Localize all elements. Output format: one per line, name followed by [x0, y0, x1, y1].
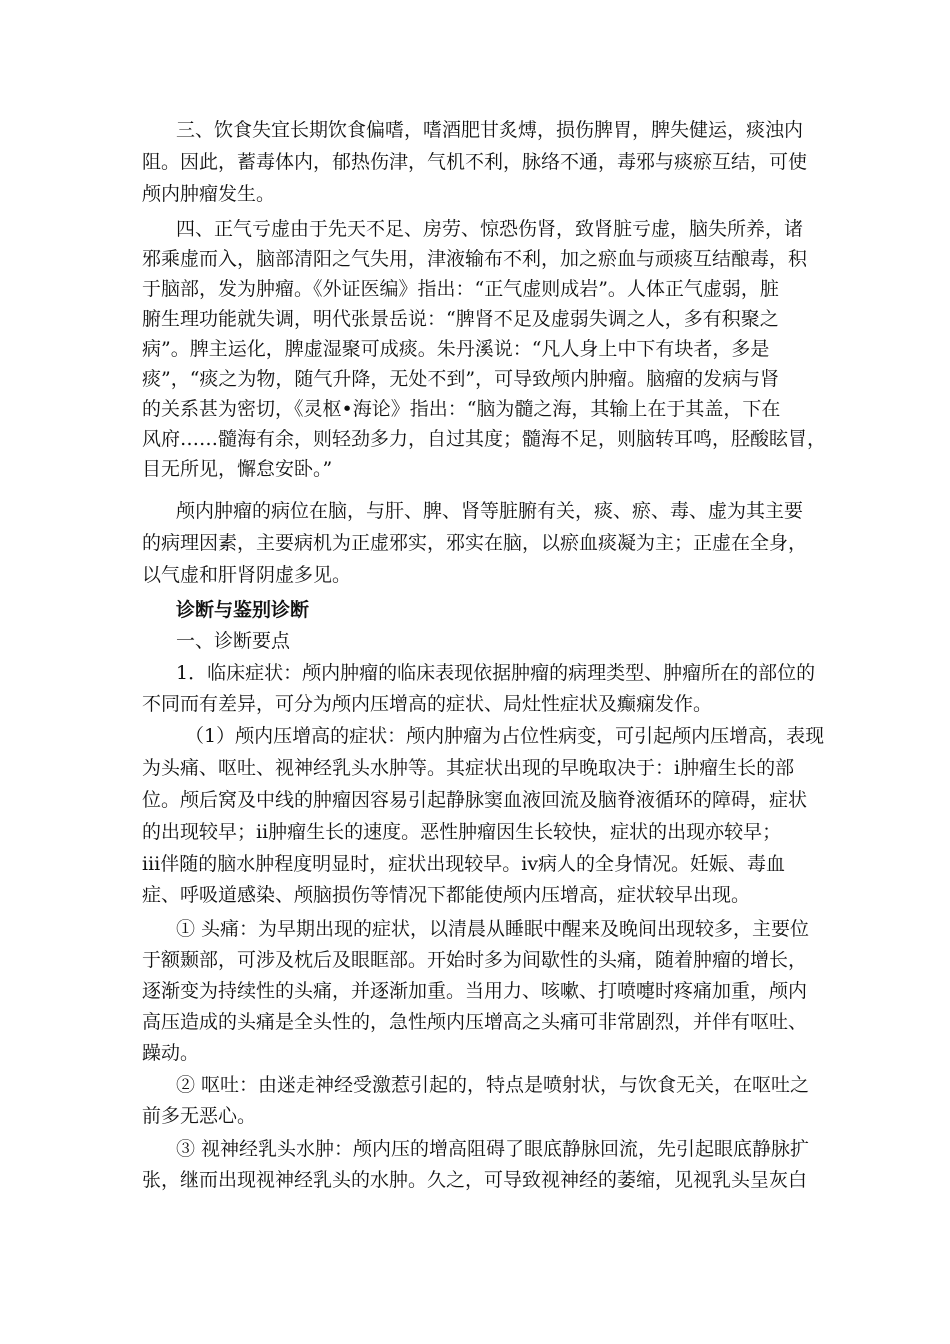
- text-line: 的病理因素，主要病机为正虚邪实，邪实在脑，以瘀血痰凝为主；正虚在全身，: [142, 532, 808, 554]
- text-line: 以气虚和肝肾阴虚多见。: [142, 564, 352, 586]
- text-line: 症、呼吸道感染、颅脑损伤等情况下都能使颅内压增高，症状较早出现。: [142, 884, 751, 906]
- text-line: 位。颅后窝及中线的肿瘤因容易引起静脉窦血液回流及脑脊液循环的障碍，症状: [142, 789, 808, 811]
- section-heading: 诊断与鉴别诊断: [176, 599, 310, 621]
- text-line: 风府……髓海有余，则轻劲多力，自过其度；髓海不足，则脑转耳鸣，胫酸眩冒，: [142, 428, 827, 450]
- text-line: 逐渐变为持续性的头痛，并逐渐加重。当用力、咳嗽、打喷嚏时疼痛加重，颅内: [142, 980, 808, 1002]
- text-line: 的关系甚为密切，《灵枢•海论》指出：“脑为髓之海，其输上在于其盖，下在: [142, 398, 781, 420]
- text-line: 颅内肿瘤的病位在脑，与肝、脾、肾等脏腑有关，痰、瘀、毒、虚为其主要: [176, 500, 804, 522]
- text-line: 躁动。: [142, 1042, 200, 1064]
- text-line: ② 呕吐：由迷走神经受激惹引起的，特点是喷射状，与饮食无关，在呕吐之: [176, 1074, 810, 1096]
- text-line: 病”。脾主运化，脾虚湿聚可成痰。朱丹溪说：“凡人身上中下有块者，多是: [142, 338, 770, 360]
- text-line: 目无所见，懈怠安卧。”: [142, 458, 333, 480]
- text-line: 腑生理功能就失调，明代张景岳说：“脾肾不足及虚弱失调之人，多有积聚之: [142, 308, 779, 330]
- text-line: 四、正气亏虚由于先天不足、房劳、惊恐伤肾，致肾脏亏虚，脑失所养，诸: [176, 218, 804, 240]
- subsection-heading: 一、诊断要点: [176, 630, 291, 652]
- text-line: 邪乘虚而入，脑部清阳之气失用，津液输布不利，加之瘀血与顽痰互结酿毒，积: [142, 248, 808, 270]
- text-line: 的出现较早；ⅱ肿瘤生长的速度。恶性肿瘤因生长较快，症状的出现亦较早；: [142, 821, 782, 843]
- text-line: 阻。因此，蓄毒体内，郁热伤津，气机不利，脉络不通，毒邪与痰瘀互结，可使: [142, 151, 808, 173]
- text-line: ⅲ伴随的脑水肿程度明显时，症状出现较早。ⅳ病人的全身情况。妊娠、毒血: [142, 853, 786, 875]
- text-line: 于脑部，发为肿瘤。《外证医编》指出：“正气虚则成岩”。人体正气虚弱，脏: [142, 278, 779, 300]
- text-line: 不同而有差异，可分为颅内压增高的症状、局灶性症状及癫痫发作。: [142, 693, 713, 715]
- text-line: （1）颅内压增高的症状：颅内肿瘤为占位性病变，可引起颅内压增高，表现: [185, 725, 825, 747]
- text-line: 1．临床症状：颅内肿瘤的临床表现依据肿瘤的病理类型、肿瘤所在的部位的: [176, 662, 816, 684]
- text-line: 颅内肿瘤发生。: [142, 183, 276, 205]
- text-line: 前多无恶心。: [142, 1105, 257, 1127]
- text-line: ③ 视神经乳头水肿：颅内压的增高阻碍了眼底静脉回流，先引起眼底静脉扩: [176, 1138, 810, 1160]
- text-line: 高压造成的头痛是全头性的，急性颅内压增高之头痛可非常剧烈，并伴有呕吐、: [142, 1011, 808, 1033]
- text-line: ① 头痛：为早期出现的症状，以清晨从睡眠中醒来及晚间出现较多，主要位: [176, 918, 810, 940]
- text-line: 三、饮食失宜长期饮食偏嗜，嗜酒肥甘炙煿，损伤脾胃，脾失健运，痰浊内: [176, 119, 804, 141]
- text-line: 张，继而出现视神经乳头的水肿。久之，可导致视神经的萎缩，见视乳头呈灰白: [142, 1169, 808, 1191]
- text-line: 为头痛、呕吐、视神经乳头水肿等。其症状出现的早晚取决于：ⅰ肿瘤生长的部: [142, 757, 795, 779]
- text-line: 痰”，“痰之为物，随气升降，无处不到”，可导致颅内肿瘤。脑瘤的发病与肾: [142, 368, 780, 390]
- text-line: 于额颞部，可涉及枕后及眼眶部。开始时多为间歇性的头痛，随着肿瘤的增长，: [142, 949, 808, 971]
